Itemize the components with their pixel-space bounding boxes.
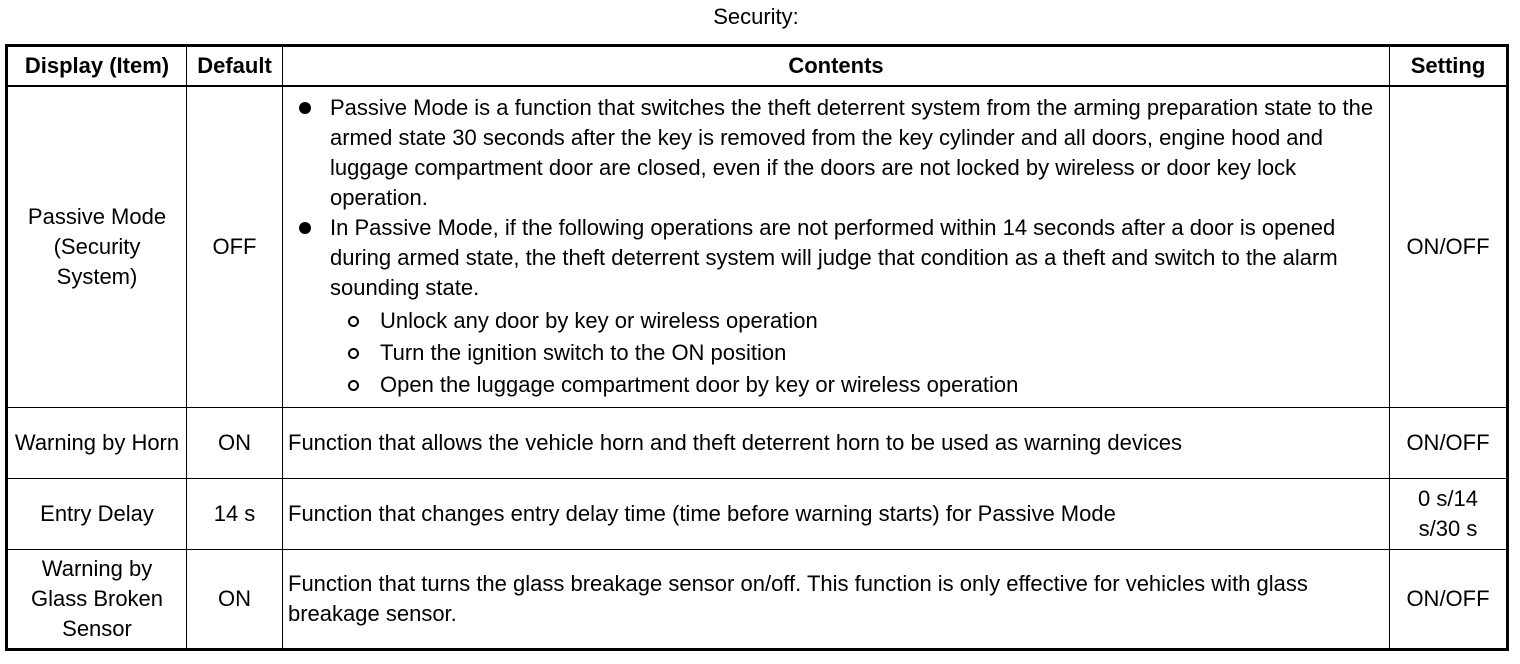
default-cell: 14 s [187,479,283,550]
filled-circle-bullet-icon [299,102,311,114]
default-cell: ON [187,550,283,650]
setting-cell: ON/OFF [1390,86,1508,408]
display-item-cell: Warning by Glass Broken Sensor [7,550,187,650]
setting-cell: 0 s/14 s/30 s [1390,479,1508,550]
sub-bullet-text: Unlock any door by key or wireless operation [380,308,818,333]
header-display-item: Display (Item) [7,46,187,87]
header-setting: Setting [1390,46,1508,87]
table-row [7,86,1508,408]
default-cell: OFF [187,86,283,408]
bullet-text: In Passive Mode, if the following operations are not performed within 14 seconds after a door is opened during armed state, the theft deterrent system will judge that condition as a theft and switch to the alarm sounding state. [330,215,1338,300]
list-item [330,305,1384,337]
display-item-cell: Warning by Horn [7,408,187,479]
security-settings-table [5,44,1509,651]
table-row [7,408,1508,479]
display-item-cell: Entry Delay [7,479,187,550]
sub-bullet-text: Turn the ignition switch to the ON position [380,340,787,365]
header-contents: Contents [283,46,1390,87]
sub-bullet-text: Open the luggage compartment door by key or wireless operation [380,372,1019,397]
filled-circle-bullet-icon [299,222,311,234]
open-circle-bullet-icon [348,316,359,327]
list-item [330,369,1384,401]
open-circle-bullet-icon [348,380,359,391]
display-item-cell: Passive Mode (Security System) [7,86,187,408]
list-item [330,337,1384,369]
page-title: Security: [713,4,799,29]
list-item [288,93,1384,213]
contents-bullet-list [288,93,1384,401]
table-row [7,479,1508,550]
contents-cell: Function that allows the vehicle horn and theft deterrent horn to be used as warning devices [283,408,1390,479]
contents-cell: Function that turns the glass breakage sensor on/off. This function is only effective for vehicles with glass breakage sensor. [283,550,1390,650]
contents-cell [283,86,1390,408]
default-cell: ON [187,408,283,479]
contents-cell: Function that changes entry delay time (time before warning starts) for Passive Mode [283,479,1390,550]
setting-cell: ON/OFF [1390,550,1508,650]
table-row [7,550,1508,650]
table-header-row [7,46,1508,87]
open-circle-bullet-icon [348,348,359,359]
sub-bullet-list [330,305,1384,401]
bullet-text: Passive Mode is a function that switches the theft deterrent system from the arming preparation state to the armed state 30 seconds after the key is removed from the key cylinder and all doors, engine hood and luggage compartment door are closed, even if the doors are not locked by wireless or door key lock operation. [330,95,1374,210]
list-item [288,213,1384,401]
header-default: Default [187,46,283,87]
setting-cell: ON/OFF [1390,408,1508,479]
